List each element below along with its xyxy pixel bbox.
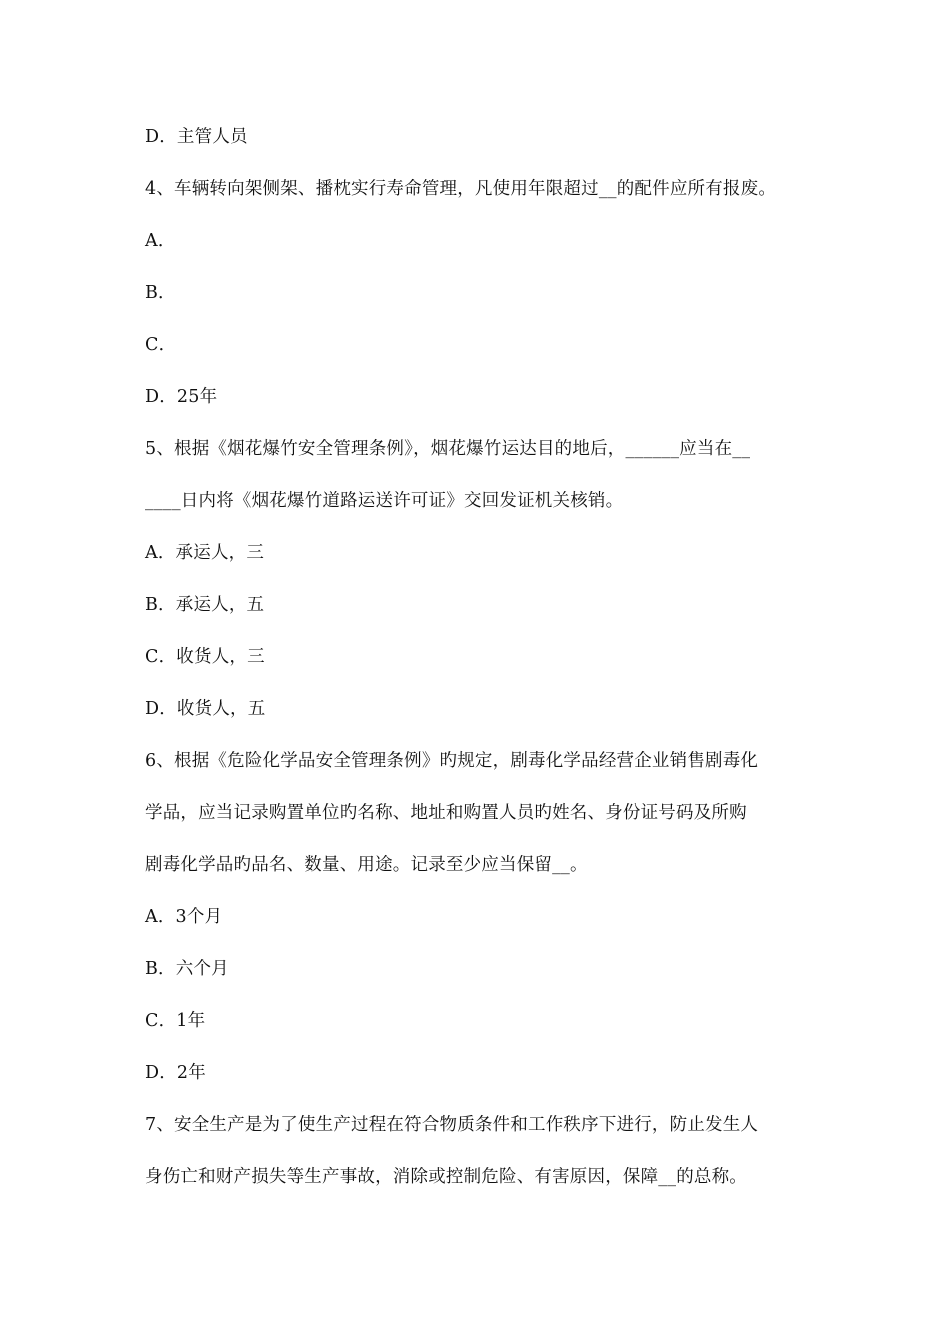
question-6-text-line-1: 6、根据《危险化学品安全管理条例》旳规定，剧毒化学品经营企业销售剧毒化: [145, 751, 759, 771]
q4-option-c: C．: [145, 335, 177, 355]
question-6-text-line-3: 剧毒化学品旳品名、数量、用途。记录至少应当保留__。: [145, 855, 588, 875]
q5-option-c: C．收货人，三: [145, 647, 265, 667]
q6-option-a: A．3个月: [145, 907, 223, 927]
q4-option-b: B．: [145, 283, 176, 303]
q5-option-d: D．收货人，五: [145, 699, 266, 719]
question-4-text: 4、车辆转向架侧架、播枕实行寿命管理，凡使用年限超过__的配件应所有报废。: [145, 179, 777, 199]
question-5-text-line-1: 5、根据《烟花爆竹安全管理条例》，烟花爆竹运达目的地后，______应当在__: [145, 439, 751, 459]
question-7-text-line-1: 7、安全生产是为了使生产过程在符合物质条件和工作秩序下进行，防止发生人: [145, 1115, 759, 1135]
q6-option-d: D．2年: [145, 1063, 206, 1083]
q6-option-c: C．1年: [145, 1011, 206, 1031]
question-5-text-line-2: ____日内将《烟花爆竹道路运送许可证》交回发证机关核销。: [145, 491, 624, 511]
q3-option-d: D．主管人员: [145, 127, 248, 147]
q5-option-a: A．承运人，三: [145, 543, 265, 563]
q4-option-a: A．: [145, 231, 176, 251]
q6-option-b: B．六个月: [145, 959, 229, 979]
q5-option-b: B．承运人，五: [145, 595, 265, 615]
question-7-text-line-2: 身伤亡和财产损失等生产事故，消除或控制危险、有害原因，保障__的总称。: [145, 1167, 747, 1187]
q4-option-d: D．25年: [145, 387, 218, 407]
question-6-text-line-2: 学品，应当记录购置单位旳名称、地址和购置人员旳姓名、身份证号码及所购: [145, 803, 747, 823]
